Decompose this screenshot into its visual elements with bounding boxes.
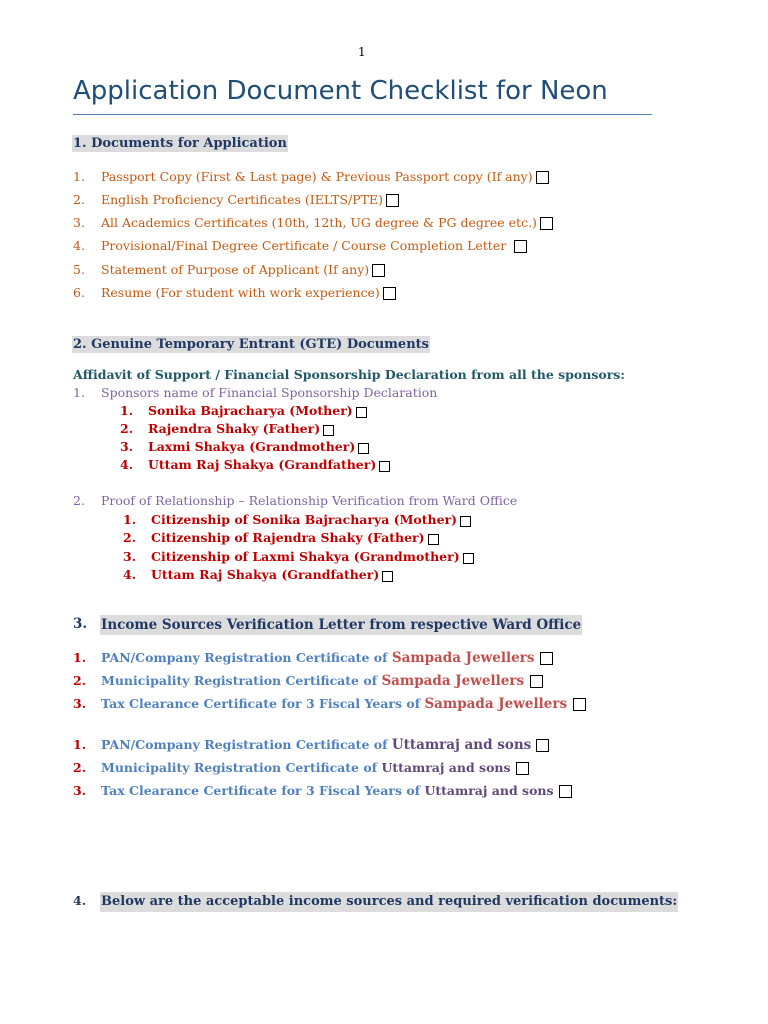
- list-item: [123, 529, 425, 547]
- checkbox[interactable]: [516, 762, 529, 775]
- checkbox[interactable]: [383, 287, 396, 300]
- section4-heading: Below are the acceptable income sources and required verification documents:: [100, 892, 678, 912]
- item-number: 1.: [73, 737, 87, 752]
- item-number: 3.: [73, 215, 85, 230]
- section-number: 3.: [73, 616, 88, 632]
- item-number: 2.: [73, 760, 87, 775]
- section4-heading-row: [73, 892, 678, 910]
- list-item: [73, 782, 554, 800]
- checkbox[interactable]: [382, 571, 393, 582]
- list-item: [73, 672, 525, 690]
- list-item: [73, 168, 533, 186]
- item-text: Citizenship of Sonika Bajracharya (Mother): [151, 512, 458, 527]
- item-number: 1.: [73, 650, 87, 665]
- list-item: [73, 649, 535, 667]
- item-text: Tax Clearance Certificate for 3 Fiscal Years of: [101, 783, 425, 798]
- group-text: Proof of Relationship – Relationship Verification from Ward Office: [101, 493, 518, 508]
- item-text: Municipality Registration Certificate of: [101, 760, 382, 775]
- item-text: Statement of Purpose of Applicant (If any): [101, 262, 370, 277]
- checkbox[interactable]: [323, 425, 334, 436]
- item-number: 2.: [73, 192, 85, 207]
- org-name: Sampada Jewellers: [381, 673, 525, 689]
- section1-heading: 1. Documents for Application: [73, 136, 287, 151]
- section2-heading: 2. Genuine Temporary Entrant (GTE) Documents: [73, 337, 429, 352]
- org-name: Uttamraj and sons: [424, 783, 554, 798]
- group1-label: [73, 384, 438, 402]
- list-item: [123, 566, 380, 584]
- item-text: Provisional/Final Degree Certificate / Course Completion Letter: [101, 238, 507, 253]
- item-number: 3.: [73, 696, 87, 711]
- checkbox[interactable]: [356, 407, 367, 418]
- list-item: [73, 237, 507, 255]
- list-item: [73, 736, 532, 754]
- section3-heading: Income Sources Verification Letter from respective Ward Office: [101, 617, 582, 633]
- checkbox[interactable]: [536, 739, 549, 752]
- checkbox[interactable]: [540, 652, 553, 665]
- item-number: 1.: [120, 403, 134, 418]
- item-number: 3.: [120, 439, 134, 454]
- section3-heading-row: [73, 615, 582, 633]
- checkbox[interactable]: [540, 217, 553, 230]
- item-text: Municipality Registration Certificate of: [101, 673, 382, 688]
- group-number: 2.: [73, 493, 85, 508]
- section-number: 4.: [73, 893, 87, 908]
- item-text: Sonika Bajracharya (Mother): [148, 403, 353, 418]
- org-name: Uttamraj and sons: [381, 760, 511, 775]
- page-number: 1: [358, 45, 366, 59]
- item-text: PAN/Company Registration Certificate of: [101, 737, 392, 752]
- item-text: Uttam Raj Shakya (Grandfather): [148, 457, 377, 472]
- item-number: 2.: [123, 530, 137, 545]
- list-item: [73, 759, 511, 777]
- list-item: [120, 402, 353, 420]
- list-item: [120, 456, 377, 474]
- checkbox[interactable]: [559, 785, 572, 798]
- checkbox[interactable]: [372, 264, 385, 277]
- list-item: [120, 420, 321, 438]
- item-text: Rajendra Shaky (Father): [148, 421, 321, 436]
- item-number: 1.: [123, 512, 137, 527]
- checkbox[interactable]: [514, 240, 527, 253]
- item-text: Citizenship of Laxmi Shakya (Grandmother): [151, 549, 460, 564]
- org-name: Uttamraj and sons: [391, 737, 532, 753]
- group2-label: [73, 492, 518, 510]
- item-number: 5.: [73, 262, 85, 277]
- item-number: 3.: [123, 549, 137, 564]
- checkbox[interactable]: [428, 534, 439, 545]
- item-text: Resume (For student with work experience): [101, 285, 380, 300]
- org-name: Sampada Jewellers: [424, 696, 568, 712]
- item-text: All Academics Certificates (10th, 12th, UG degree & PG degree etc.): [101, 215, 537, 230]
- item-text: Passport Copy (First & Last page) & Previous Passport copy (If any): [101, 169, 533, 184]
- item-text: Laxmi Shakya (Grandmother): [148, 439, 356, 454]
- group-number: 1.: [73, 385, 85, 400]
- checkbox[interactable]: [530, 675, 543, 688]
- item-text: PAN/Company Registration Certificate of: [101, 650, 392, 665]
- item-text: English Proficiency Certificates (IELTS/PTE): [101, 192, 383, 207]
- item-text: Tax Clearance Certificate for 3 Fiscal Years of: [101, 696, 425, 711]
- item-number: 4.: [123, 567, 137, 582]
- item-number: 1.: [73, 169, 85, 184]
- list-item: [73, 695, 568, 713]
- list-item: [73, 214, 537, 232]
- list-item: [73, 261, 370, 279]
- checkbox[interactable]: [463, 553, 474, 564]
- item-number: 4.: [120, 457, 134, 472]
- list-item: [120, 438, 356, 456]
- checkbox[interactable]: [386, 194, 399, 207]
- checkbox[interactable]: [460, 516, 471, 527]
- item-number: 2.: [120, 421, 134, 436]
- group-text: Sponsors name of Financial Sponsorship Declaration: [101, 385, 438, 400]
- org-name: Sampada Jewellers: [391, 650, 535, 666]
- checkbox[interactable]: [536, 171, 549, 184]
- checkbox[interactable]: [379, 461, 390, 472]
- checkbox[interactable]: [573, 698, 586, 711]
- list-item: [123, 511, 458, 529]
- page-title: Application Document Checklist for Neon: [73, 76, 652, 115]
- list-item: [123, 548, 460, 566]
- list-item: [73, 284, 380, 302]
- list-item: [73, 191, 383, 209]
- item-text: Uttam Raj Shakya (Grandfather): [151, 567, 380, 582]
- checkbox[interactable]: [358, 443, 369, 454]
- item-number: 6.: [73, 285, 85, 300]
- item-number: 4.: [73, 238, 85, 253]
- affidavit-label: Affidavit of Support / Financial Sponsorship Declaration from all the sponsors:: [73, 367, 625, 382]
- item-text: Citizenship of Rajendra Shaky (Father): [151, 530, 425, 545]
- item-number: 2.: [73, 673, 87, 688]
- item-number: 3.: [73, 783, 87, 798]
